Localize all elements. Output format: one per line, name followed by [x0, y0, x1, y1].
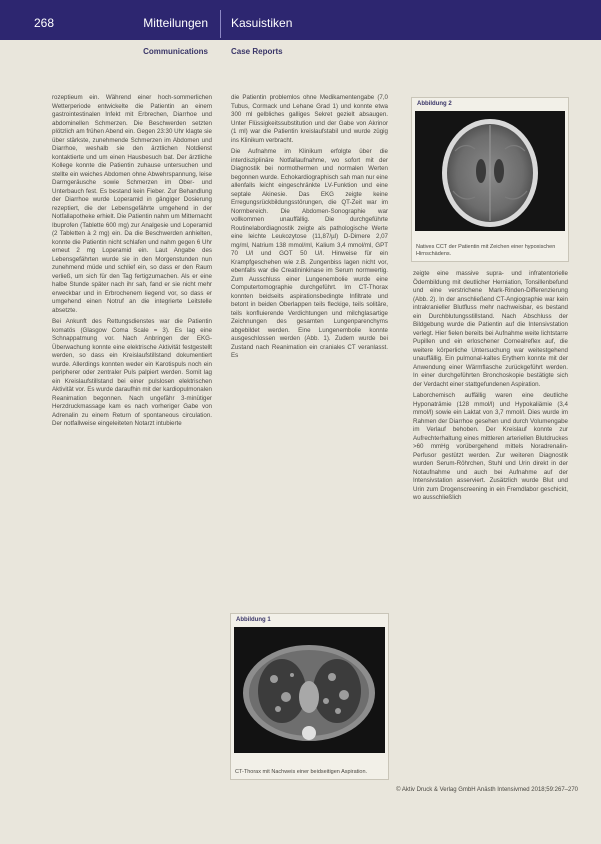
section-title-german: Mitteilungen — [143, 16, 208, 30]
header-band — [0, 0, 601, 40]
paragraph: Laborchemisch auffällig waren eine deutliche Hyponaträmie (128 mmol/l) und Hypokaliämie (3,4 mmol/l) sowie ein Laktat von 3,7 mmol/l. Dies wurde im Rahmen der Diarrhoe gesehen und durch Volumengabe im Verlauf behoben. Der Kreislauf konnte zur Aufrechterhaltung eines mittleren arteriellen Blutdruckes >60 mmHg vorübergehend mittels Noradrenalin-Perfusor gestützt werden. Zur weiteren Diagnostik wurden Serum-Röhrchen, Stuhl und Urin direkt in der Notaufnahme und auch bei Aufnahme auf der Intensivstation asserviert. Zusätzlich wurde Blut und Urin zum Drogenscreening in ein Fremdlabor geschickt, wo ausschließlich — [413, 392, 568, 501]
figure-label: Abbildung 2 — [417, 101, 452, 107]
paragraph: Die Aufnahme im Klinikum erfolgte über die interdisziplinäre Notfallaufnahme, wo sofort mit der Diagnostik bei normothermen und normalen Werten begonnen wurde. Echokardiographisch sah man nur eine allenfalls leicht eingeschränkte LV-Funktion und eine septale Akinesie. Das EKG zeigte keine Erregungsrückbildungsstörungen, die QT-Zeit war im Normbereich. Die Abdomen-Sonographie war vollkommen unauffällig. Die durchgeführte Routinelabordiagnostik zeigte als pathologische Werte eine leichte Leukozytose (11,87/µl) D-Dimere 2,07 mg/ml, Natrium 138 mmol/ml, Kalium 3,4 mmol/ml, GPT 70 U/l und GOT 50 U/l. Hinweise für ein Krampfgeschehen wie z.B. Zungenbiss lagen nicht vor, ebenfalls war die Creatininkinase im Serum normwertig. Zum Ausschluss einer Lungenembolie wurde eine Computertomographie durchgeführt. Im CT-Thorax konnten beidseits aspirationsbedingte Infiltrate und betont in beiden Oberlappen teils fleckige, teils solitäre, teils konfluierende Verdichtungen und milchglasartige Zeichnungen des gesamten Lungenparenchyms abgebildet werden. Eine Lungenembolie konnte ausgeschlossen werden (Abb. 1). Zudem wurde bei Zustand nach Reanimation ein craniales CT veranlasst. Es — [231, 148, 388, 359]
subsection-title-english: Communications — [143, 47, 208, 56]
paragraph: rozeptieum ein. Während einer hoch-sommerlichen Wetterperiode entwickelte die Patientin an einem gastrointestinalen Infekt mit Erbrechen, Diarrhoe und abdominellen Schmerzen. Die Beschwerden setzten plötzlich am frühen Abend ein. Gegen 23:30 Uhr klagte sie über stärkste, zunehmende Schmerzen im Abdomen und Diarrhoe, weshalb sie den ärztlichen Notdienst kontaktierte und um einen Hausbesuch bat. Der ärztliche Kollege konnte die Patientin zuhause untersuchen und stellte ein weiches Abdomen ohne Abwehrspannung, leise Darmgeräusche sowie Schmerzen im Ober- und Unterbauch fest. Es bestand kein Fieber. Zur Behandlung der Diarrhoe wurde Loperamid in gängiger Dosierung rezeptiert, die der Lebensgefährte umgehend in der Notfallapotheke erhielt. Die Patientin nahm um Mitternacht Ibuprofen (Tablette 600 mg) zur Analgesie und Loperamid (2 Tabletten à 2 mg) ein. Da die Beschwerden anhielten, konnte die Patientin nicht schlafen und nahm gegen 6 Uhr erneut 2 mg Loperamid ein. Laut Angabe des Lebensgefährten wurde sie in den Morgenstunden nun zunehmend müde und schlief ein, so dass er den Raum verließ, um sich für den Tag fertigzumachen. Als er eine halbe Stunde später nach ihr sah, fand er sie nicht mehr erweckbar und in Erbrochenem liegend vor, so dass er umgehend einen Notruf an die integrierte Leitstelle absetzte. — [52, 94, 212, 314]
head-ct-illustration — [415, 111, 565, 231]
subsection-title-casereports: Case Reports — [231, 47, 283, 56]
text-column-1 — [52, 94, 212, 804]
paragraph: die Patientin problemlos ohne Medikamentengabe (7,0 Tubus, Cormack und Lehane Grad 1) und konnte etwa 300 ml gelbliches galliges Sekret gezielt absaugen. Unter Flüssigkeitssubstitution und der Gabe von Akrinor (1 ml) war die Patientin kreislaufstabil und wurde zügig ins Klinikum verbracht. — [231, 94, 388, 144]
figure-head-ct — [411, 97, 569, 262]
chest-ct-image — [234, 627, 385, 753]
figure-caption: Natives CCT der Patientin mit Zeichen einer hypoxischen Hirnschädens. — [416, 244, 556, 257]
text-column-2 — [231, 94, 388, 572]
figure-caption: CT-Thorax mit Nachweis einer beidseitigen Aspiration. — [235, 769, 368, 775]
header-divider — [220, 10, 221, 38]
section-title-casereports: Kasuistiken — [231, 16, 293, 30]
head-ct-image — [415, 111, 565, 231]
paragraph: zeigte eine massive supra- und infratentorielle Ödembildung mit deutlicher Herniation, Tonsillenbefund und eine verstrichene Mark-Rinden-Differenzierung (Abb. 2). In der anschließend CT-Angiographie war kein intrakranieller Blutfluss mehr nachweisbar, es bestand ein Durchblutungsstillstand. Nach Abschluss der Bildgebung wurde die Patientin auf die Intensivstation verlegt. Hier fielen bereits bei Aufnahme weite lichtstarre Pupillen und ein erloschener Cornealreflex auf, die weitere körperliche Untersuchung war weitestgehend unauffällig. Ein pulmonal-kaltes Erythem konnte mit der Anwendung einer Wärmflasche zurückgeführt werden. In einer durchgeführten Bronchoskopie bestätigte sich der Verdacht einer stattgefundenen Aspiration. — [413, 270, 568, 388]
page-number: 268 — [34, 16, 55, 30]
chest-ct-illustration — [234, 627, 385, 753]
paragraph: Bei Ankunft des Rettungsdienstes war die Patientin komatös (Glasgow Coma Scale = 3). Es lag eine Schnappatmung vor. Nach Anbringen der EKG-Überwachung konnte eine elektrische Aktivität festgestellt werden, so dass ein Kreislaufstillstand dokumentiert wurde. Allerdings konnten weder ein Karotispuls noch ein peripherer oder zentraler Puls palpiert werden. Somit lag ein Kreislaufstillstand bei einer pulslosen elektrischen Aktivität vor. Es wurde daraufhin mit der kardiopulmonalen Reanimation begonnen. Nach ungefähr 3-minütiger Herzdruckmassage kam es nach vorheriger Gabe von Adrenalin zu einem Return of spontaneous circulation. Der notfallweise eingeleiteten Notarzt intubierte — [52, 318, 212, 427]
figure-chest-ct — [230, 613, 389, 780]
figure-label: Abbildung 1 — [236, 617, 271, 623]
copyright-footer: © Aktiv Druck & Verlag GmbH Anästh Intensivmed 2018;59:267–270 — [396, 787, 578, 793]
text-column-3 — [413, 270, 568, 790]
